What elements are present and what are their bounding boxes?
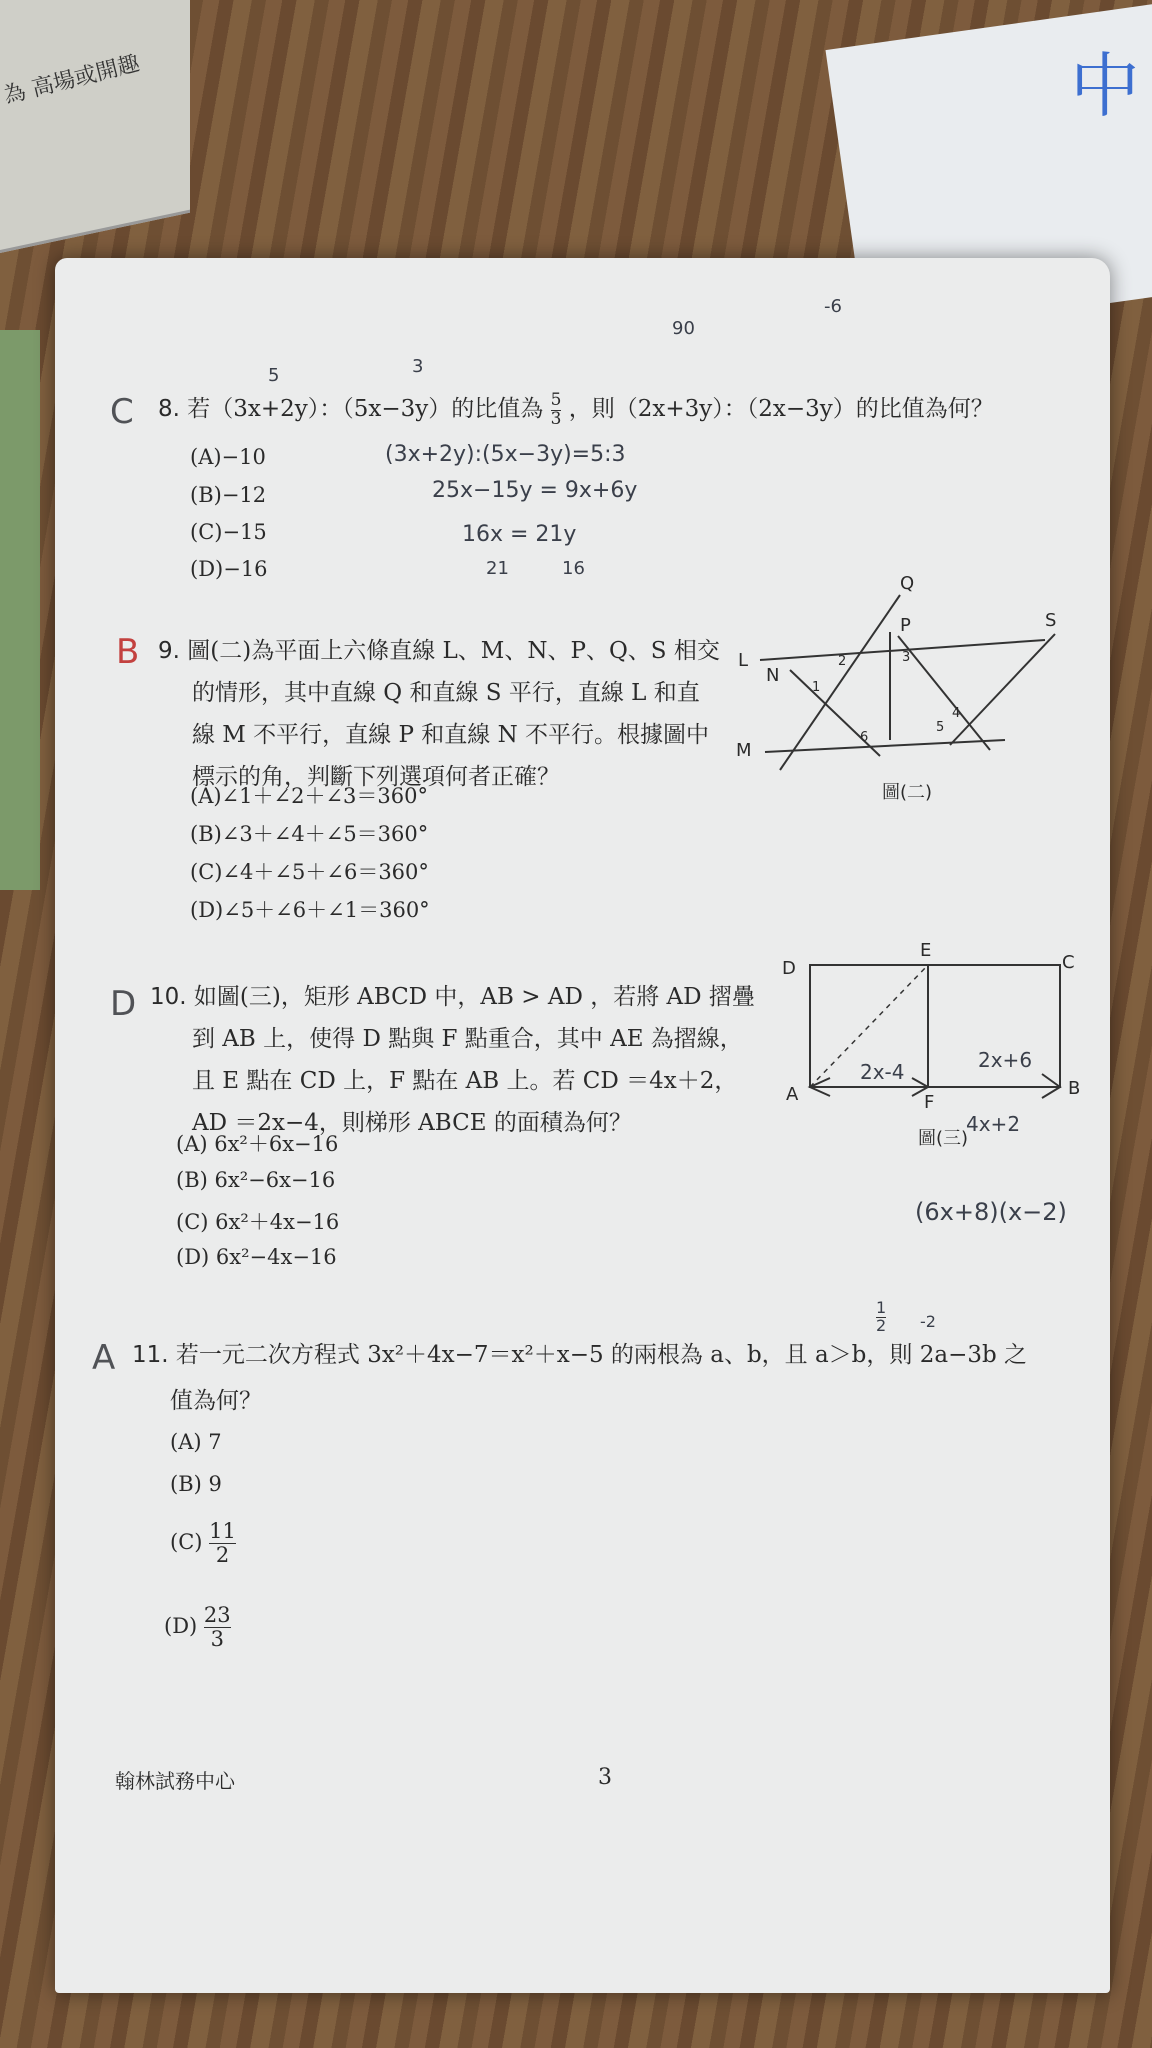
q8-fraction-num: 5 xyxy=(550,389,562,410)
fig2-label-M: M xyxy=(736,740,752,761)
q11-option-c xyxy=(170,1520,236,1567)
q8-work-line3: 16x = 21y xyxy=(462,522,577,547)
fig2-label-P: P xyxy=(900,615,911,636)
q10-line1: 如圖(三)，矩形 ABCD 中，AB > AD ，若將 AD 摺疊 xyxy=(193,984,755,1010)
q9-option-b: (B)∠3＋∠4＋∠5＝360° xyxy=(190,822,429,846)
q10-option-c: (C) 6x²＋4x−16 xyxy=(176,1210,340,1234)
q11-line1: 若一元二次方程式 3x²＋4x−7＝x²＋x−5 的兩根為 a、b，且 a＞b，則 2a−3b 之 xyxy=(175,1342,1028,1368)
q11-option-d-den: 3 xyxy=(210,1627,224,1652)
q8-note-above-a: 5 xyxy=(268,365,280,386)
q9-line1: 圖(二)為平面上六條直線 L、M、N、P、Q、S 相交 xyxy=(187,638,720,664)
q11-option-d-fraction xyxy=(204,1604,231,1651)
q11-note-above-a xyxy=(876,1300,886,1335)
q8-option-d: (D)−16 xyxy=(190,557,268,581)
q11-option-a: (A) 7 xyxy=(170,1430,222,1454)
q11-option-c-fraction xyxy=(209,1520,236,1567)
q9-line4: 標示的角，判斷下列選項何者正確？ xyxy=(192,764,560,790)
q9-option-a: (A)∠1＋∠2＋∠3＝360° xyxy=(190,784,429,808)
q8-work-line4a: 21 xyxy=(486,558,509,579)
q8-note-above-d: -6 xyxy=(824,296,842,317)
fig2-angle-6: 6 xyxy=(860,730,869,745)
q11-option-c-den: 2 xyxy=(215,1543,230,1568)
q11-line2: 值為何？ xyxy=(170,1388,262,1414)
fig3-label-E: E xyxy=(920,940,932,961)
q11-note-above-a-num: 1 xyxy=(876,1298,887,1317)
q8-work-line2: 25x−15y = 9x+6y xyxy=(432,478,638,503)
fig2-label-N: N xyxy=(766,665,780,686)
q9-option-d: (D)∠5＋∠6＋∠1＝360° xyxy=(190,898,430,922)
fig3-caption: 圖(三) xyxy=(918,1128,969,1149)
q8-note-above-b: 3 xyxy=(412,356,424,377)
q11-option-d-label: (D) xyxy=(164,1614,198,1639)
q10-line4: AD ＝2x−4，則梯形 ABCE 的面積為何？ xyxy=(192,1110,632,1136)
q11-option-d-num: 23 xyxy=(203,1603,231,1627)
q10-work-note: (6x+8)(x−2) xyxy=(915,1198,1067,1226)
fig3-note-af: 2x-4 xyxy=(860,1060,905,1084)
q11-note-above-b: -2 xyxy=(920,1312,936,1331)
q8-option-c: (C)−15 xyxy=(190,520,267,544)
page-number: 3 xyxy=(598,1765,612,1790)
q11-answer-mark: A xyxy=(92,1338,116,1378)
left-handwriting: 為 高場或開趣 xyxy=(1,51,143,110)
q8-answer-mark: C xyxy=(110,392,134,432)
q10-option-a: (A) 6x²＋6x−16 xyxy=(176,1132,339,1156)
q9-option-c: (C)∠4＋∠5＋∠6＝360° xyxy=(190,860,429,884)
fig2-label-Q: Q xyxy=(900,573,915,594)
fig2-angle-1: 1 xyxy=(812,680,821,695)
q8-stem-text-b: ，則（2x+3y）：（2x−3y）的比值為何？ xyxy=(568,396,994,422)
q8-fraction-den: 3 xyxy=(550,408,562,429)
fig2-angle-5: 5 xyxy=(936,720,945,735)
q9-answer-mark: B xyxy=(116,632,140,672)
fig3-label-F: F xyxy=(924,1092,935,1113)
q8-stem-text-a: 若（3x+2y）：（5x−3y）的比值為 xyxy=(187,396,544,422)
q8-work-line1: (3x+2y):(5x−3y)=5:3 xyxy=(385,442,626,467)
fig3-note-ab: 4x+2 xyxy=(966,1112,1021,1136)
q10-number: 10. xyxy=(150,984,187,1010)
q8-option-a: (A)−10 xyxy=(190,445,266,469)
fig3-label-C: C xyxy=(1062,952,1075,973)
q11-number: 11. xyxy=(132,1342,169,1368)
q11-option-b: (B) 9 xyxy=(170,1472,222,1496)
fig2-angle-4: 4 xyxy=(952,706,961,721)
fig2-label-S: S xyxy=(1045,610,1057,631)
fig2-angle-2: 2 xyxy=(838,654,847,669)
q9-number: 9. xyxy=(158,638,180,664)
fig3-note-fb: 2x+6 xyxy=(978,1048,1033,1072)
q10-answer-mark: D xyxy=(110,984,137,1024)
q11-option-c-num: 11 xyxy=(209,1519,236,1543)
q8-work-line4b: 16 xyxy=(562,558,585,579)
q10-option-b: (B) 6x²−6x−16 xyxy=(176,1168,336,1192)
q9-line2: 的情形，其中直線 Q 和直線 S 平行，直線 L 和直 xyxy=(192,680,700,706)
fig3-label-D: D xyxy=(782,958,796,979)
q10-line2: 到 AB 上，使得 D 點與 F 點重合，其中 AE 為摺線， xyxy=(192,1026,743,1052)
q9-line3: 線 M 不平行，直線 P 和直線 N 不平行。根據圖中 xyxy=(192,722,710,748)
q10-line3: 且 E 點在 CD 上，F 點在 AB 上。若 CD ＝4x＋2， xyxy=(192,1068,738,1094)
q10-option-d: (D) 6x²−4x−16 xyxy=(176,1245,337,1269)
q11-option-c-label: (C) xyxy=(170,1530,203,1555)
q11-note-above-a-den: 2 xyxy=(876,1315,887,1335)
q11-stem xyxy=(132,1336,1027,1375)
q8-note-above-c: 90 xyxy=(672,318,695,339)
fig2-label-L: L xyxy=(738,650,749,671)
fig3-label-A: A xyxy=(786,1084,799,1105)
fig3-label-B: B xyxy=(1068,1078,1081,1099)
corner-handwriting: 中 xyxy=(1070,45,1140,127)
q8-option-b: (B)−12 xyxy=(190,483,267,507)
q11-option-d xyxy=(164,1604,231,1651)
q8-number: 8. xyxy=(158,396,180,422)
fig2-caption: 圖(二) xyxy=(882,782,933,803)
footer-brand: 翰林試務中心 xyxy=(115,1769,235,1793)
fig2-angle-3: 3 xyxy=(902,650,911,665)
